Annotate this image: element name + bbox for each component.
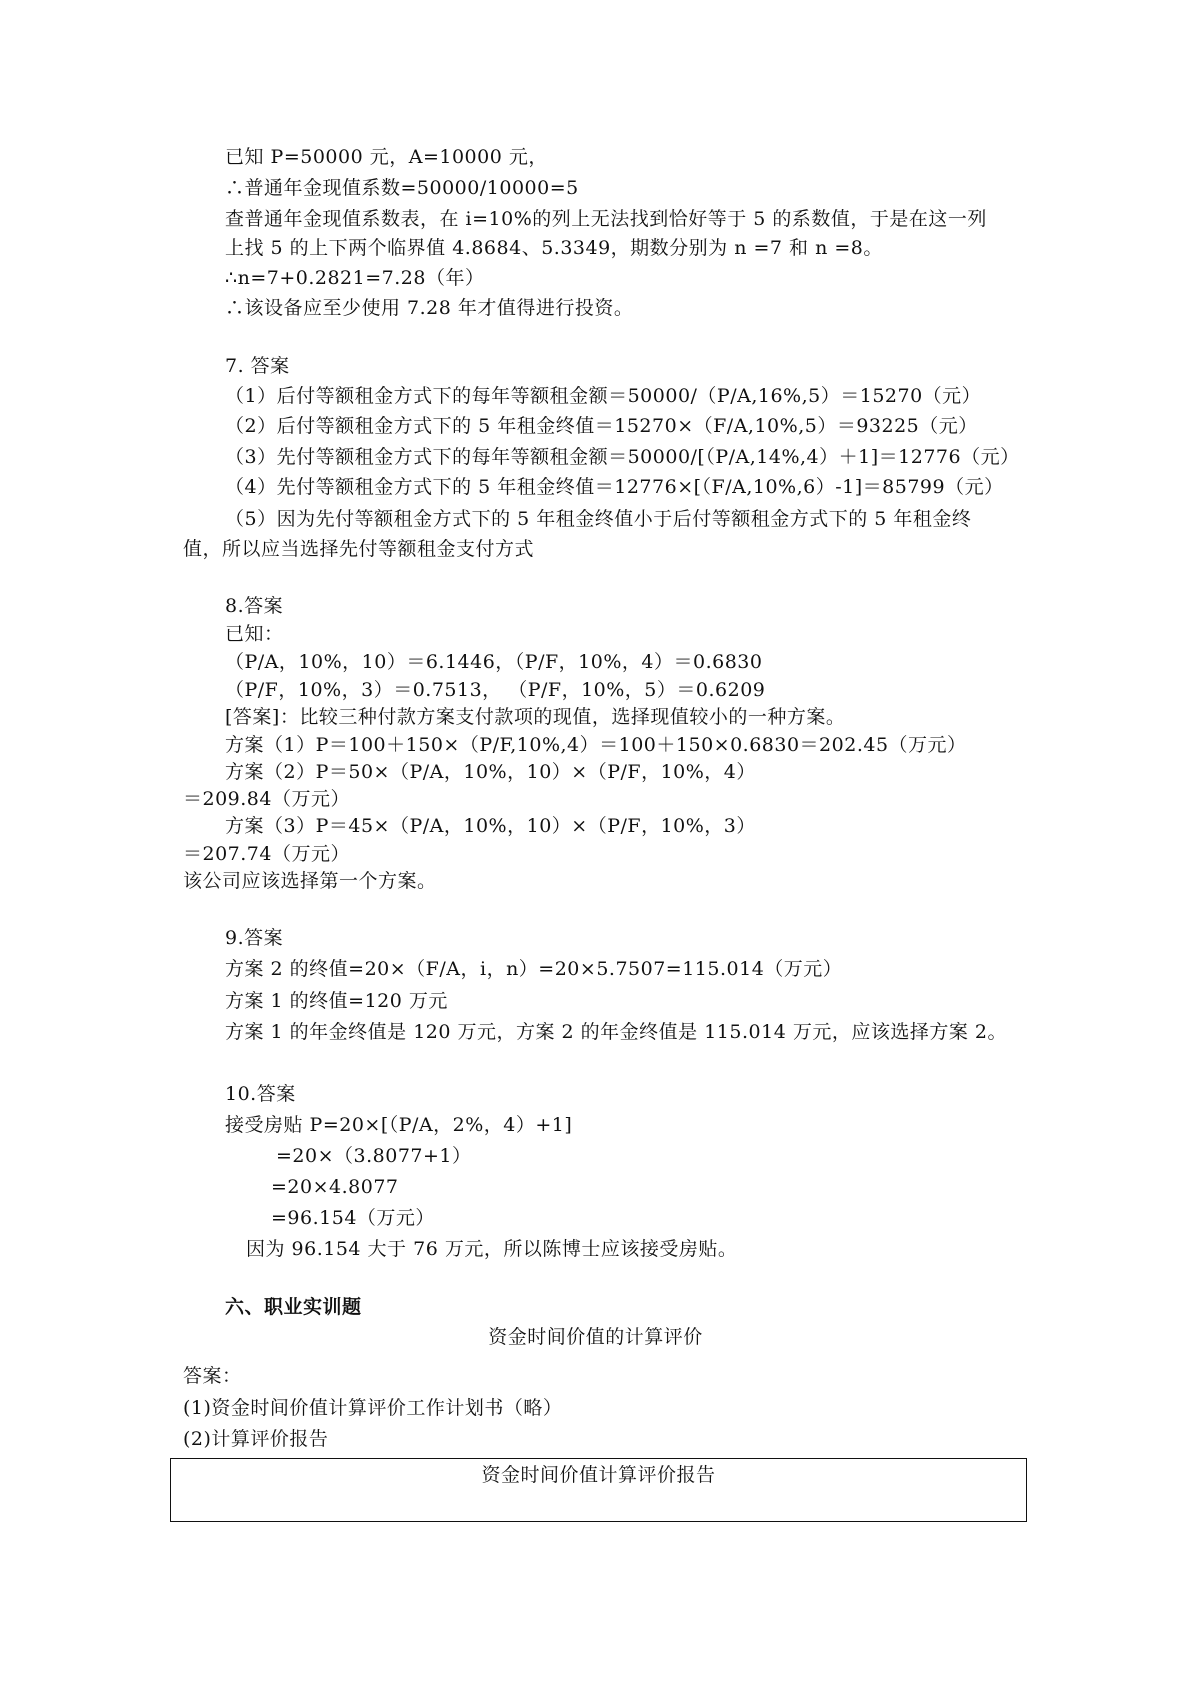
q8-line-2: （P/A，10%，10）＝6.1446，（P/F，10%，4）＝0.6830 (225, 651, 763, 673)
q7-line-2: （2）后付等额租金方式下的 5 年租金终值＝15270×（F/A,10%,5）＝93225（元） (225, 415, 978, 437)
answer-item-1: (1)资金时间价值计算评价工作计划书（略） (183, 1397, 563, 1419)
q8-line-10: 该公司应该选择第一个方案。 (183, 870, 437, 892)
q9-title: 9.答案 (225, 927, 284, 949)
q6-line-2: ∴普通年金现值系数=50000/10000=5 (225, 177, 579, 199)
answer-label: 答案： (183, 1365, 242, 1387)
q7-title: 7. 答案 (225, 355, 290, 377)
q6-line-6: ∴该设备应至少使用 7.28 年才值得进行投资。 (225, 297, 634, 319)
q8-line-6: 方案（2）P＝50×（P/A，10%，10）×（P/F，10%，4） (225, 761, 756, 783)
answer-item-2: (2)计算评价报告 (183, 1428, 329, 1450)
q8-line-4: [答案]：比较三种付款方案支付款项的现值，选择现值较小的一种方案。 (225, 706, 846, 728)
q9-line-3: 方案 1 的年金终值是 120 万元，方案 2 的年金终值是 115.014 万元，应该选择方案 2。 (225, 1021, 1007, 1043)
q6-line-1: 已知 P=50000 元，A=10000 元， (225, 146, 548, 168)
q7-line-4: （4）先付等额租金方式下的 5 年租金终值＝12776×[（F/A,10%,6）-1]＝85799（元） (225, 476, 1004, 498)
q9-line-1: 方案 2 的终值=20×（F/A，i，n）=20×5.7507=115.014（万元） (225, 958, 843, 980)
q8-line-9: ＝207.74（万元） (183, 843, 350, 865)
q8-line-5: 方案（1）P＝100＋150×（P/F,10%,4）＝100＋150×0.6830＝202.45（万元） (225, 734, 967, 756)
q6-line-5: ∴n=7+0.2821=7.28（年） (225, 267, 485, 289)
q8-line-7: ＝209.84（万元） (183, 788, 350, 810)
q6-line-3: 查普通年金现值系数表，在 i=10%的列上无法找到恰好等于 5 的系数值，于是在这一列 (225, 208, 987, 230)
report-table (170, 1458, 1027, 1522)
q8-line-8: 方案（3）P＝45×（P/A，10%，10）×（P/F，10%，3） (225, 815, 756, 837)
q9-line-2: 方案 1 的终值=120 万元 (225, 990, 448, 1012)
q10-line-3: =20×4.8077 (271, 1176, 399, 1198)
q8-line-3: （P/F，10%，3）＝0.7513， （P/F，10%，5）＝0.6209 (225, 679, 766, 701)
q7-line-6: 值，所以应当选择先付等额租金支付方式 (183, 538, 535, 560)
q7-line-3: （3）先付等额租金方式下的每年等额租金额＝50000/[（P/A,14%,4）＋1]＝12776（元） (225, 446, 1020, 468)
q10-line-5: 因为 96.154 大于 76 万元，所以陈博士应该接受房贴。 (246, 1238, 738, 1260)
q10-line-1: 接受房贴 P=20×[（P/A，2%，4）+1] (225, 1114, 573, 1136)
q8-line-1: 已知： (225, 623, 284, 645)
report-title: 资金时间价值计算评价报告 (481, 1464, 716, 1486)
q7-line-5: （5）因为先付等额租金方式下的 5 年租金终值小于后付等额租金方式下的 5 年租金终 (225, 508, 972, 530)
q10-title: 10.答案 (225, 1083, 296, 1105)
section-subtitle: 资金时间价值的计算评价 (488, 1326, 703, 1348)
q6-line-4: 上找 5 的上下两个临界值 4.8684、5.3349，期数分别为 n =7 和 n =8。 (225, 237, 883, 259)
section-heading: 六、职业实训题 (225, 1296, 362, 1318)
q7-line-1: （1）后付等额租金方式下的每年等额租金额＝50000/（P/A,16%,5）＝15270（元） (225, 385, 982, 407)
q10-line-4: =96.154（万元） (271, 1207, 435, 1229)
q10-line-2: =20×（3.8077+1） (276, 1145, 472, 1167)
q8-title: 8.答案 (225, 595, 284, 617)
